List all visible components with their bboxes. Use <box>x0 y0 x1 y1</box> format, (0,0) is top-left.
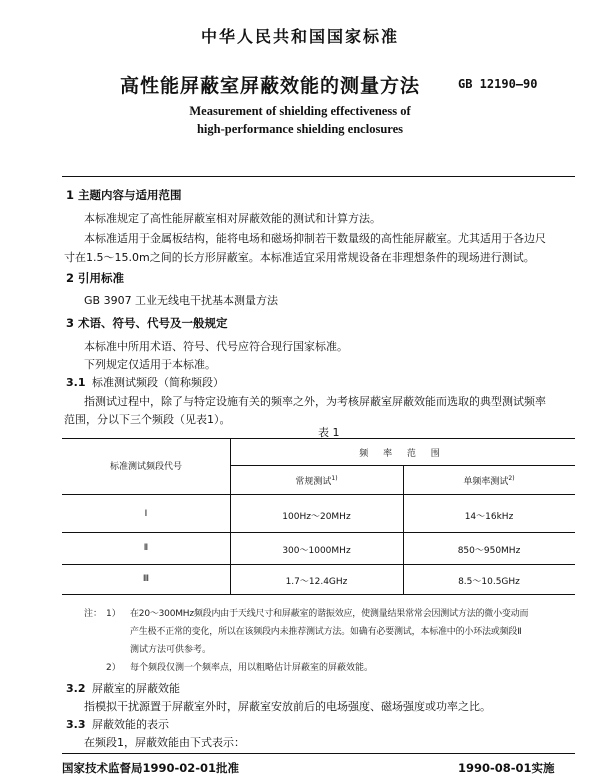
section-3-1-number: 3.1 <box>66 376 86 389</box>
table-row-1-single: 14～16kHz <box>464 512 514 522</box>
document-title-cn: 高性能屏蔽室屏蔽效能的测量方法 <box>120 75 421 97</box>
header-divider <box>62 176 575 177</box>
note-2-text: 每个频段仅测一个频率点，用以粗略估计屏蔽室的屏蔽效能。 <box>130 663 374 673</box>
section-3-1-text-line-2: 范围，分以下三个频段（见表1）。 <box>64 413 231 426</box>
table-header-regular <box>230 474 403 487</box>
section-3-1-heading <box>66 374 224 390</box>
table-row-3-band: Ⅲ <box>142 574 150 584</box>
note-1-number: 1） <box>106 609 121 619</box>
section-3-3-text: 在频段1，屏蔽效能由下式表示： <box>84 736 245 749</box>
table-header-bottom-rule <box>62 494 575 495</box>
section-1-heading: 1 主题内容与适用范围 <box>66 188 182 202</box>
table-header-single <box>403 474 575 487</box>
section-1-para-2-line-1: 本标准适用于金属板结构，能将电场和磁场抑制若干数量级的高性能屏蔽室。尤其适用于各边尺 <box>84 232 546 245</box>
table-top-rule <box>62 438 575 439</box>
table-row-1-band: Ⅰ <box>144 509 148 519</box>
table-header-single-sup: 2) <box>508 475 515 482</box>
section-3-2-title: 屏蔽室的屏蔽效能 <box>92 682 180 695</box>
national-standard-heading: 中华人民共和国国家标准 <box>200 27 399 46</box>
section-3-2-heading <box>66 680 180 696</box>
section-1-para-2-line-2: 寸在1.5～15.0m之间的长方形屏蔽室。本标准适宜采用常规设备在非理想条件的现场进行测试。 <box>64 251 535 264</box>
section-2-heading: 2 引用标准 <box>66 271 125 285</box>
table-header-single-label: 单频率测试 <box>463 477 509 487</box>
table-row-rule-2 <box>62 564 575 565</box>
footer-approved: 国家技术监督局1990-02-01批准 <box>62 761 240 775</box>
table-header-regular-sup: 1) <box>331 475 338 482</box>
note-1-line-2: 产生极不正常的变化，所以在该频段内未推荐测试方法。如确有必要测试，本标准中的小环法或频段Ⅱ <box>130 627 522 637</box>
table-header-freq: 频 率 范 围 <box>359 449 446 459</box>
table-row-3-regular: 1.7～12.4GHz <box>285 577 348 587</box>
document-title-en-line1: Measurement of shielding effectiveness of <box>189 104 411 118</box>
table-row-1-regular: 100Hz～20MHz <box>282 512 351 522</box>
table-bottom-rule <box>62 594 575 595</box>
section-3-heading: 3 术语、符号、代号及一般规定 <box>66 316 228 330</box>
table-row-2-regular: 300～1000MHz <box>282 546 351 556</box>
table-row-rule-1 <box>62 532 575 533</box>
footer-divider <box>62 753 575 754</box>
section-3-2-number: 3.2 <box>66 682 86 695</box>
footer-implemented: 1990-08-01实施 <box>458 761 555 775</box>
section-3-1-text-line-1: 指测试过程中，除了与特定设施有关的频率之外，为考核屏蔽室屏蔽效能而选取的典型测试频率 <box>84 395 546 408</box>
note-1-line-1: 在20～300MHz频段内由于天线尺寸和屏蔽室的谐振效应，使测量结果常常会因测试方法的微小变动而 <box>130 609 529 619</box>
table-row-2-band: Ⅱ <box>143 543 149 553</box>
standard-code: GB 12190—90 <box>458 77 538 91</box>
section-3-para-2: 下列规定仅适用于本标准。 <box>84 358 216 371</box>
table-row-2-single: 850～950MHz <box>457 546 521 556</box>
section-1-para-1: 本标准规定了高性能屏蔽室相对屏蔽效能的测试和计算方法。 <box>84 212 381 225</box>
note-2-number: 2） <box>106 663 121 673</box>
section-3-1-title: 标准测试频段（简称频段） <box>92 376 224 389</box>
table-header-band: 标准测试频段代号 <box>109 462 182 472</box>
table-header-regular-label: 常规测试 <box>295 477 332 487</box>
section-3-3-heading <box>66 716 169 732</box>
table-row-3-single: 8.5～10.5GHz <box>458 577 520 587</box>
section-3-3-number: 3.3 <box>66 718 86 731</box>
note-label: 注： <box>84 609 103 619</box>
section-3-2-text: 指模拟干扰源置于屏蔽室外时，屏蔽室安放前后的电场强度、磁场强度或功率之比。 <box>84 700 491 713</box>
section-2-reference: GB 3907 工业无线电干扰基本测量方法 <box>84 294 279 307</box>
section-3-para-1: 本标准中所用术语、符号、代号应符合现行国家标准。 <box>84 340 348 353</box>
table-1-caption: 表 1 <box>318 426 340 439</box>
section-3-3-title: 屏蔽效能的表示 <box>92 718 169 731</box>
document-title-en-line2: high-performance shielding enclosures <box>196 122 404 136</box>
note-1-line-3: 测试方法可供参考。 <box>130 645 212 655</box>
